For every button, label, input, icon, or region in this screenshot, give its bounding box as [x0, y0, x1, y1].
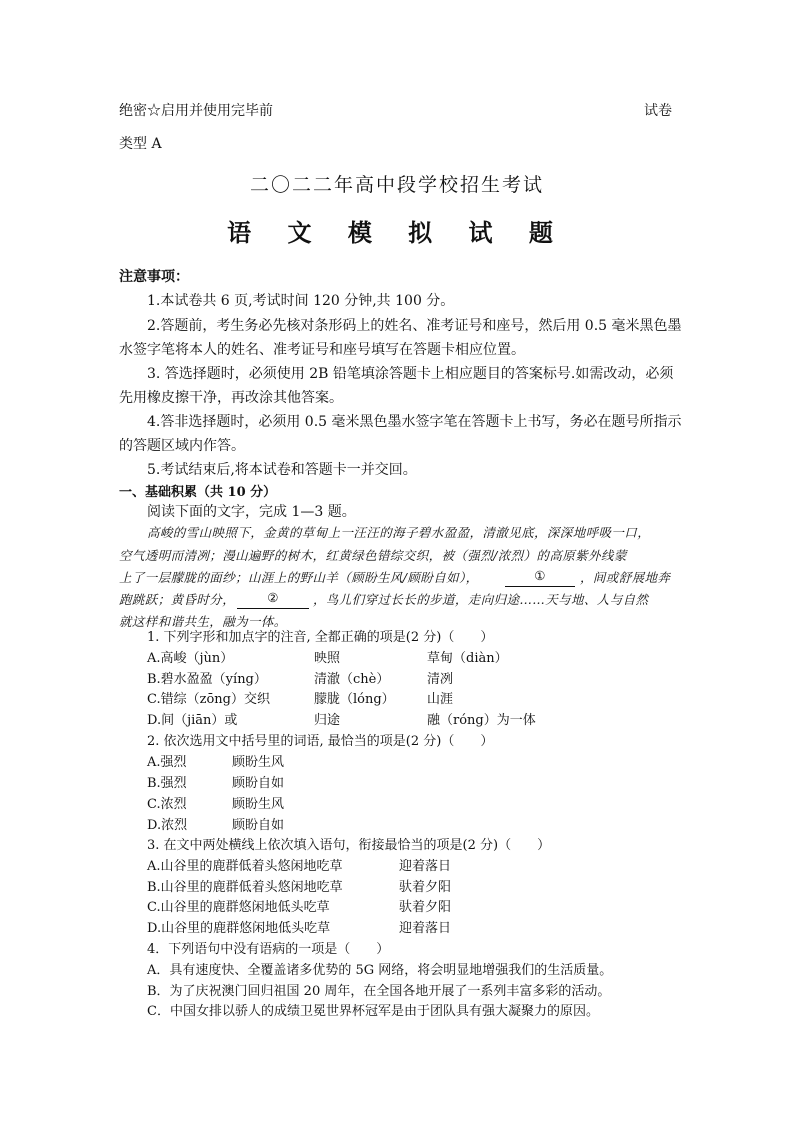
exam-title: 二〇二二年高中段学校招生考试	[249, 174, 544, 196]
q1-option-d: D.间（jiān）或	[147, 713, 238, 728]
notice-item: 3. 答选择题时，必须使用 2B 铅笔填涂答题卡上相应题目的答案标号.如需改动，必须	[147, 366, 674, 382]
q3-option-a: A.山谷里的鹿群低着头悠闲地吃草	[147, 859, 343, 874]
q3-option-d: D.山谷里的鹿群悠闲地低头吃草	[147, 921, 331, 936]
q2-option-d: D.浓烈	[147, 818, 188, 833]
q3-option-a-phrase2: 迎着落日	[399, 859, 452, 874]
blank-2	[237, 588, 309, 609]
passage-line: 空气透明而清冽；漫山遍野的树木，红黄绿色错综交织，被（强烈/浓烈）的高原紫外线蒙	[119, 548, 627, 563]
notice-item: 5.考试结束后,将本试卷和答题卡一并交回。	[147, 462, 417, 478]
subject-title: 语 文 模 拟 试 题	[227, 218, 567, 247]
passage-line: 高峻的雪山映照下，金黄的草甸上一汪汪的海子碧水盈盈，清澈见底，深深地呼吸一口，	[147, 525, 651, 540]
q2-option-b-word2: 顾盼自如	[232, 776, 285, 791]
blank-2-number: ②	[237, 588, 309, 609]
q3-option-b-phrase2: 驮着夕阳	[399, 880, 452, 895]
notice-heading: 注意事项：	[119, 269, 189, 285]
question-4-stem: 4．下列语句中没有语病的一项是（ ）	[147, 942, 390, 957]
paper-type: 类型 A	[119, 136, 162, 152]
passage-line: 就这样和谐共生，融为一体。	[119, 614, 287, 629]
passage-line: 跑跳跃；黄昏时分，	[119, 592, 236, 607]
q2-option-c: C.浓烈	[147, 797, 187, 812]
notice-item: 1.本试卷共 6 页,考试时间 120 分钟,共 100 分。	[147, 293, 455, 309]
q1-option-d-word3: 融（róng）为一体	[427, 713, 536, 728]
q2-option-c-word2: 顾盼生风	[232, 797, 285, 812]
q1-option-c-word3: 山涯	[427, 692, 454, 707]
q2-option-a-word2: 顾盼生风	[232, 755, 285, 770]
q1-option-b-word3: 清冽	[427, 672, 454, 687]
notice-item: 2.答题前，考生务必先核对条形码上的姓名、准考证号和座号，然后用 0.5 毫米黑色墨	[147, 318, 682, 334]
section-heading: 一、基础积累（共 10 分）	[119, 485, 277, 500]
q2-option-a: A.强烈	[147, 755, 187, 770]
q2-option-d-word2: 顾盼自如	[232, 818, 285, 833]
q1-option-c: C.错综（zōng）交织	[147, 692, 270, 707]
q1-option-b-word2: 清澈（chè）	[314, 672, 390, 687]
q3-option-d-phrase2: 迎着落日	[399, 921, 452, 936]
passage-line: 上了一层朦胧的面纱；山涯上的野山羊（顾盼生风/顾盼自如），	[119, 570, 479, 585]
notice-item: 4.答非选择题时，必须用 0.5 毫米黑色墨水签字笔在答题卡上书写，务必在题号所指示	[147, 414, 682, 430]
q1-option-b: B.碧水盈盈（yíng）	[147, 672, 267, 687]
question-1-stem: 1. 下列字形和加点字的注音, 全都正确的项是(2 分)（ ）	[147, 630, 494, 645]
paper-label: 试卷	[644, 103, 672, 119]
q1-option-d-word2: 归途	[314, 713, 341, 728]
q4-option-a: A．具有速度快、全覆盖诸多优势的 5G 网络，将会明显地增强我们的生活质量。	[147, 963, 613, 978]
q2-option-b: B.强烈	[147, 776, 187, 791]
q1-option-a: A.高峻（jùn）	[147, 651, 234, 666]
q1-option-a-word3: 草甸（diàn）	[427, 651, 508, 666]
blank-1-number: ①	[505, 566, 575, 587]
q3-option-c: C.山谷里的鹿群悠闲地低头吃草	[147, 900, 330, 915]
notice-item: 的答题区域内作答。	[119, 438, 245, 454]
q4-option-c: C．中国女排以骄人的成绩卫冕世界杯冠军是由于团队具有强大凝聚力的原因。	[147, 1004, 599, 1019]
question-2-stem: 2. 依次选用文中括号里的词语, 最恰当的项是(2 分)（ ）	[147, 734, 494, 749]
question-3-stem: 3. 在文中两处横线上依次填入语句，衔接最恰当的项是(2 分)（ ）	[147, 838, 551, 853]
q1-option-a-word2: 映照	[314, 651, 341, 666]
passage-line: ，鸟儿们穿过长长的步道，走向归途……天与地、人与自然	[313, 592, 649, 607]
q3-option-b: B.山谷里的鹿群低着头悠闲地吃草	[147, 880, 343, 895]
reading-instruction: 阅读下面的文字，完成 1—3 题。	[147, 504, 356, 520]
confidential-mark: 绝密☆启用并使用完毕前	[119, 103, 273, 119]
passage-line: ，间或舒展地奔	[580, 570, 671, 585]
q4-option-b: B．为了庆祝澳门回归祖国 20 周年，在全国各地开展了一系列丰富多彩的活动。	[147, 984, 611, 999]
q1-option-c-word2: 朦胧（lóng）	[314, 692, 395, 707]
notice-item: 先用橡皮擦干净，再改涂其他答案。	[119, 390, 343, 406]
blank-1	[505, 566, 575, 587]
notice-item: 水签字笔将本人的姓名、准考证号和座号填写在答题卡相应位置。	[119, 342, 525, 358]
q3-option-c-phrase2: 驮着夕阳	[399, 900, 452, 915]
